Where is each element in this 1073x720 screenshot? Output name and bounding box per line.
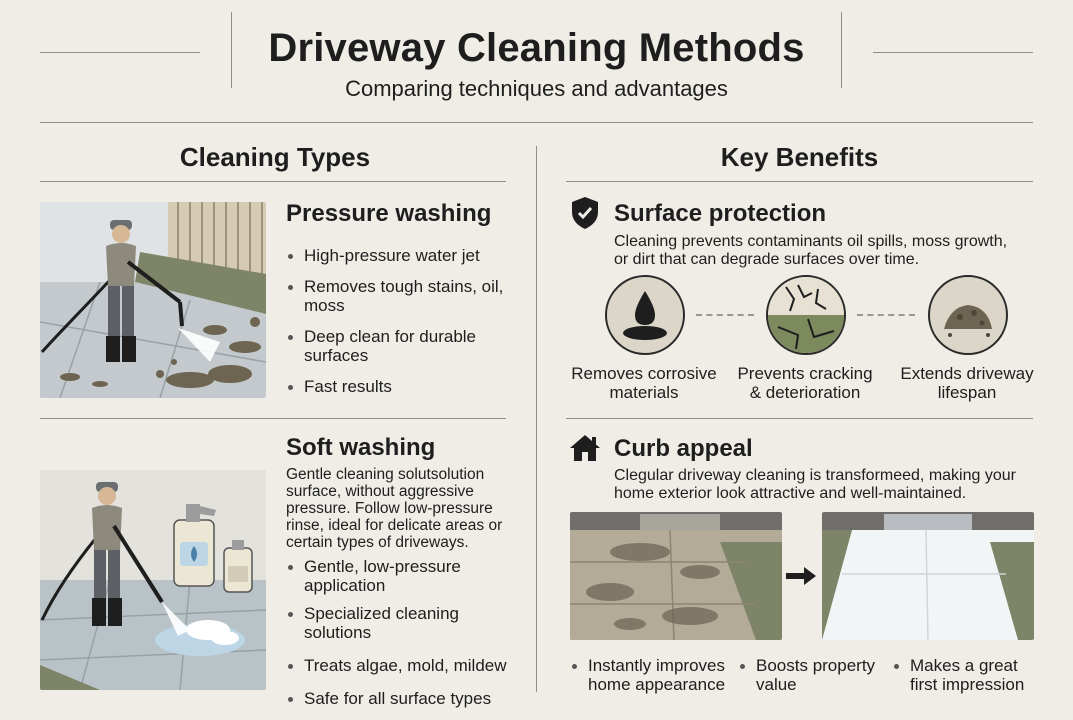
- debris-pile-icon: [928, 275, 1008, 355]
- list-item: Makes a great first impression: [892, 656, 1032, 694]
- house-icon: [568, 433, 602, 468]
- list-item: Removes tough stains, oil, moss: [286, 277, 516, 315]
- curb-bullet-3: [892, 656, 1032, 694]
- curb-appeal-description: Clegular driveway cleaning is transformeed, making your home exterior look attractive and well-maintained.: [614, 467, 1016, 502]
- list-item: Deep clean for durable surfaces: [286, 327, 516, 365]
- list-item: Treats algae, mold, mildew: [286, 656, 526, 675]
- cleaning-types-heading: Cleaning Types: [179, 142, 371, 172]
- soft-washing-illustration: [40, 470, 266, 690]
- key-benefits-rule: [566, 181, 1033, 182]
- benefit-label-lifespan: Extends driveway lifespan: [900, 364, 1034, 402]
- header-bottom-rule: [40, 122, 1033, 123]
- after-driveway-image: [822, 512, 1034, 640]
- oil-drop-icon: [605, 275, 685, 355]
- list-item: Fast results: [286, 377, 516, 396]
- cracked-surface-icon: [766, 275, 846, 355]
- page-subtitle: Comparing techniques and advantages: [345, 76, 728, 101]
- list-item: Safe for all surface types: [286, 689, 526, 708]
- shield-check-icon: [570, 196, 600, 235]
- section-divider-left: [40, 418, 506, 419]
- list-item: Specialized cleaning solutions: [286, 604, 526, 642]
- soft-washing-bullets: [286, 557, 526, 708]
- benefit-connector: [696, 314, 754, 316]
- list-item: Gentle, low-pressure application: [286, 557, 526, 595]
- arrow-right-icon: [786, 566, 816, 591]
- benefit-connector: [857, 314, 915, 316]
- curb-bullet-1: [570, 656, 730, 694]
- page-title: Driveway Cleaning Methods: [268, 26, 805, 70]
- curb-bullet-2: [738, 656, 888, 694]
- column-divider: [536, 146, 537, 692]
- section-divider-right: [566, 418, 1033, 419]
- before-driveway-image: [570, 512, 782, 640]
- surface-protection-description: Cleaning prevents contaminants oil spills, moss growth, or dirt that can degrade surfaces over time.: [614, 233, 1008, 268]
- curb-appeal-title: Curb appeal: [614, 435, 753, 462]
- soft-washing-description: Gentle cleaning solutsolution surface, without aggressive pressure. Follow low-pressure rinse, ideal for delicate areas or certain types of driveways.: [286, 466, 503, 551]
- surface-protection-title: Surface protection: [614, 200, 827, 227]
- cleaning-types-rule: [40, 181, 506, 182]
- pressure-washing-title: Pressure washing: [286, 200, 492, 227]
- soft-washing-title: Soft washing: [286, 434, 436, 461]
- benefit-label-cracking: Prevents cracking & deterioration: [737, 364, 873, 402]
- pressure-washing-illustration: [40, 202, 266, 398]
- pressure-washing-bullets: [286, 246, 516, 396]
- list-item: Boosts property value: [738, 656, 888, 694]
- list-item: High-pressure water jet: [286, 246, 516, 265]
- benefit-label-corrosive: Removes corrosive materials: [571, 364, 717, 402]
- list-item: Instantly improves home appearance: [570, 656, 730, 694]
- key-benefits-heading: Key Benefits: [720, 142, 879, 172]
